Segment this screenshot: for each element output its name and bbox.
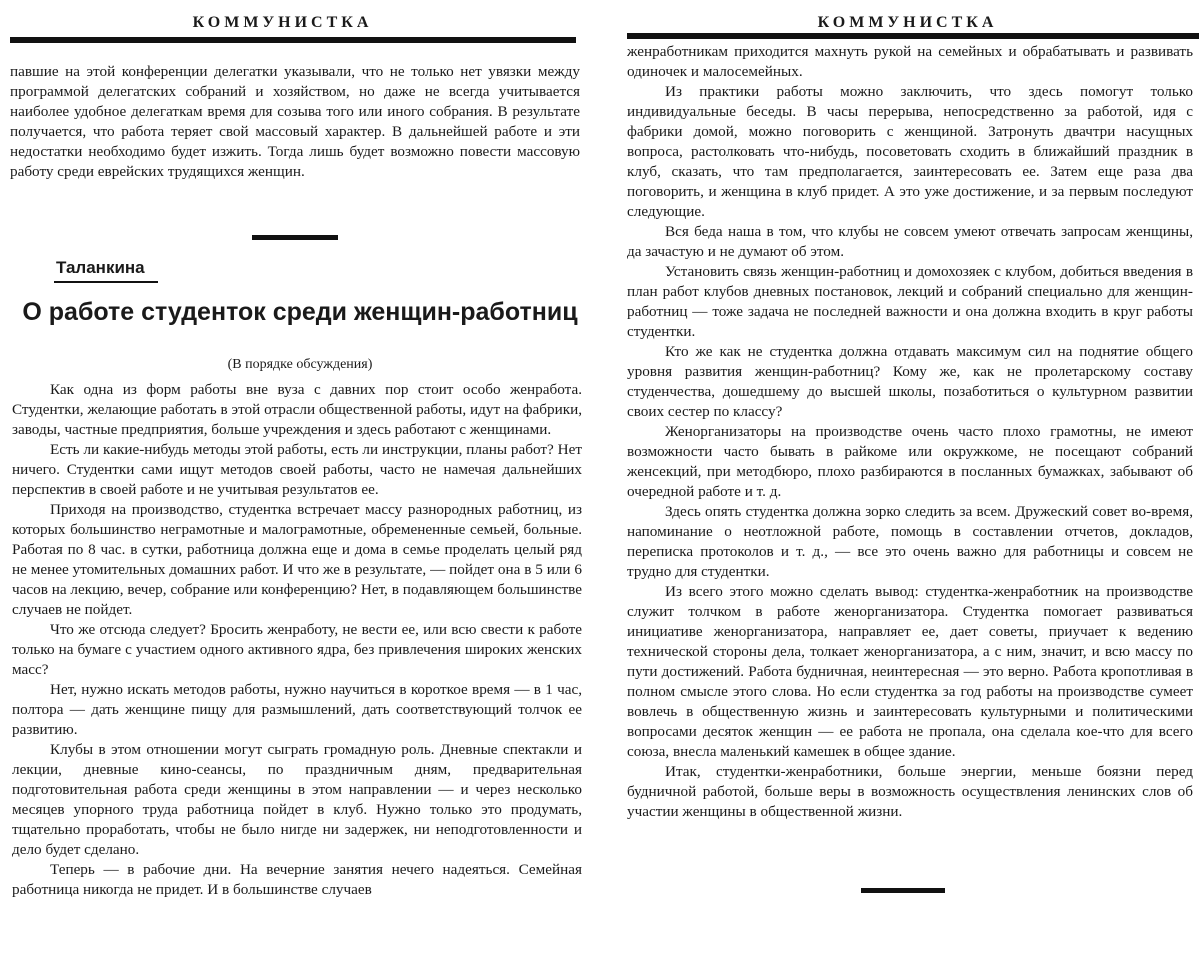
paragraph: Итак, студентки-женработники, больше энергии, меньше боязни перед будничной работой, больше веры в возможность осуществления ленинских слов об участии женщины в общественной жизни.: [627, 763, 1193, 820]
paragraph: Нет, нужно искать методов работы, нужно научиться в короткое время — в 1 час, полтора — дать женщине пищу для размышлений, дать соответствующий толчок ее развитию.: [12, 681, 582, 738]
paragraph: Установить связь женщин-работниц и домохозяек с клубом, добиться введения в план работ клубов дневных постановок, лекций и собраний специально для женщин-работниц — тоже задача не последней важности и она должна входить в круг работы студентки.: [627, 263, 1193, 340]
continued-text: [10, 62, 580, 182]
paragraph: Приходя на производство, студентка встречает массу разнородных работниц, из которых большинство неграмотные и малограмотные, обремененные семьей, больные. Работая по 8 час. в сутки, работница должна еще и дома в семье проделать целый ряд не менее утомительных домашних работ. И что же в результате, — пойдет она в 5 или 6 часов на лекцию, вечер, собрание или конференцию? Нет, в подавляющем большинстве случаев не пойдет.: [12, 501, 582, 618]
running-head: КОММУНИСТКА: [192, 14, 373, 31]
right-page: [605, 0, 1200, 958]
paragraph: Клубы в этом отношении могут сыграть громадную роль. Дневные спектакли и лекции, дневные кино-сеансы, по праздничным дням, предварительная подготовительная работа среди женщины в этом направлении — и через несколько месяцев упорного труда работница пойдет в клуб. Нужно только это продумать, тщательно проработать, чтобы не было нигде ни задержек, ни неподготовленности и дело будет сделано.: [12, 741, 582, 858]
article-body-continued: [627, 42, 1193, 822]
running-head: КОММУНИСТКА: [817, 14, 998, 31]
continued-paragraph: павшие на этой конференции делегатки указывали, что не только нет увязки между программой делегатских собраний и хозяйством, но даже не всегда учитывается наиболее удобное делегаткам время для созыва того или иного собрания. В результате получается, что работа теряет свой массовый характер. В дальнейшей работе и эти недостатки необходимо будет изжить. Тогда лишь будет возможно повести массовую работу среди еврейских трудящихся женщин.: [10, 63, 580, 180]
author-underline: [54, 281, 158, 283]
article-body: [12, 380, 582, 900]
paragraph: Из практики работы можно заключить, что здесь помогут только индивидуальные беседы. В часы перерыва, непосредственно за работой, идя с фабрики домой, можно поговорить с женщиной. Затронуть двачтри насущных вопроса, растолковать что-нибудь, посоветовать сходить в ближайший праздник в клуб, сказать, что там предполагается, заинтересовать ее. Затем еще раза два поговорить, и женщина в клуб придет. А это уже достижение, и за первым последуют следующие.: [627, 83, 1193, 220]
paragraph: Здесь опять студентка должна зорко следить за всем. Дружеский совет во-время, напоминание о неотложной работе, помощь в составлении отчетов, докладов, переписка протоколов и т. д., — все это очень важно для работницы и совсем не трудно для студентки.: [627, 503, 1193, 580]
continued-paragraph: женработникам приходится махнуть рукой на семейных и обрабатывать и развивать одиночек и малосемейных.: [627, 43, 1193, 80]
header-rule: [627, 33, 1199, 39]
article-subtitle: (В порядке обсуждения): [227, 357, 373, 372]
paragraph: Вся беда наша в том, что клубы не совсем умеют отвечать запросам женщины, да зачастую и не думают об этом.: [627, 223, 1193, 260]
paragraph: Женорганизаторы на производстве очень часто плохо грамотны, не имеют возможности часто бывать в райкоме или окружкоме, не посещают собраний женсекций, при методбюро, плохо разбираются в посланных бумажках, забывают об очередной работе и т. д.: [627, 423, 1193, 500]
paragraph: Как одна из форм работы вне вуза с давних пор стоит особо женработа. Студентки, желающие работать в этой отрасли общественной работы, идут на фабрики, заводы, частные предприятия, больше учреждения и здесь работают с женщинами.: [12, 381, 582, 438]
paragraph: Теперь — в рабочие дни. На вечерние занятия нечего надеяться. Семейная работница никогда не придет. И в большинстве случаев: [12, 861, 582, 898]
paragraph: Из всего этого можно сделать вывод: студентка-женработник на производстве служит толчком в работе женорганизатора. Студентка помогает развиваться инициативе женорганизатора, направляет ее, дает советы, приучает к ведению технической стороны дела, толкает женорганизатора, а с ним, значит, и всю массу по пути достижений. Работа будничная, неинтересная — это верно. Работа кропотливая в полном смысле этого слова. Но если студентка за год работы на производстве сумеет вовлечь в общественную жизнь и заинтересовать культурными и политическими вопросами десяток женщин — ее работа не пропала, она сделала кое-что для всего союза, внесла маленький камешек в общее здание.: [627, 583, 1193, 760]
paragraph: Что же отсюда следует? Бросить женработу, не вести ее, или всю свести к работе только на бумаге с участием одного активного ядра, без привлечения широких женских масс?: [12, 621, 582, 678]
end-separator: [861, 888, 945, 893]
paragraph: Есть ли какие-нибудь методы этой работы, есть ли инструкции, планы работ? Нет ничего. Студентки сами ищут методов своей работы, часто не намечая дальнейших перспектив в своей работе и не учитывая результатов ее.: [12, 441, 582, 498]
header-rule: [10, 37, 576, 43]
section-separator: [252, 235, 338, 240]
left-page: [0, 0, 595, 958]
paragraph: Кто же как не студентка должна отдавать максимум сил на поднятие общего уровня развития женщин-работниц? Кому же, как не пролетарскому составу студенчества, дошедшему до высшей школы, позаботиться о культурном развитии своих сестер по классу?: [627, 343, 1193, 420]
article-author: Таланкина: [56, 258, 145, 277]
article-title: О работе студенток среди женщин-работниц: [22, 298, 578, 326]
